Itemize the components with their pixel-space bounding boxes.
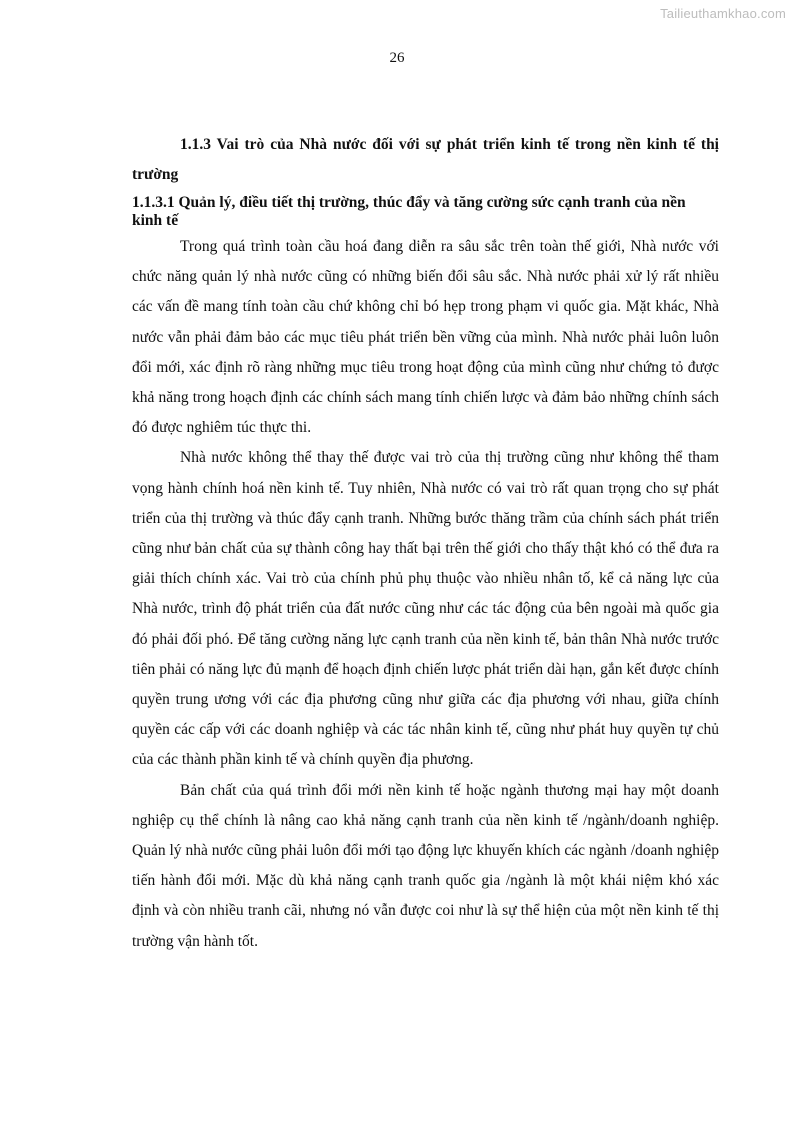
paragraph-2: Nhà nước không thể thay thế được vai trò của thị trường cũng như không thể tham vọng hành chính hoá nền kinh tế. Tuy nhiên, Nhà nước có vai trò rất quan trọng cho sự phát triển của thị trường và thúc đẩy cạnh tranh. Những bước thăng trầm của chính sách phát triển cũng như bản chất của sự thành công hay thất bại trên thế giới cho thấy thật khó có thể đưa ra giải thích chính xác. Vai trò của chính phủ phụ thuộc vào nhiều nhân tố, kể cả năng lực của Nhà nước, trình độ phát triển của đất nước cũng như các tác động của bên ngoài mà quốc gia đó phải đối phó. Để tăng cường năng lực cạnh tranh của nền kinh tế, bản thân Nhà nước trước tiên phải có năng lực đủ mạnh để hoạch định chiến lược phát triển dài hạn, gắn kết được chính quyền trung ương với các địa phương cũng như giữa các địa phương với nhau, giữa chính quyền các cấp với các doanh nghiệp và các tác nhân kinh tế, cũng như phát huy quyền tự chủ của các thành phần kinh tế và chính quyền địa phương. [132,449,719,769]
page-number: 26 [389,50,405,66]
document-body [132,130,719,957]
paragraph-3: Bản chất của quá trình đổi mới nền kinh tế hoặc ngành thương mại hay một doanh nghiệp cụ thể chính là nâng cao khả năng cạnh tranh của nền kinh tế /ngành/doanh nghiệp. Quản lý nhà nước cũng phải luôn đổi mới tạo động lực khuyến khích các ngành /doanh nghiệp tiến hành đổi mới. Mặc dù khả năng cạnh tranh quốc gia /ngành là một khái niệm khó xác định và còn nhiều tranh cãi, nhưng nó vẫn được coi như là sự thể hiện của một nền kinh tế thị trường vận hành tốt. [132,781,719,950]
paragraph-1: Trong quá trình toàn cầu hoá đang diễn ra sâu sắc trên toàn thế giới, Nhà nước với chức năng quản lý nhà nước cũng có những biến đổi sâu sắc. Nhà nước phải xử lý rất nhiều các vấn đề mang tính toàn cầu chứ không chỉ bó hẹp trong phạm vi quốc gia. Mặt khác, Nhà nước vẫn phải đảm bảo các mục tiêu phát triển bền vững của mình. Nhà nước phải luôn luôn đổi mới, xác định rõ ràng những mục tiêu trong hoạt động của mình cũng như chứng tỏ được khả năng trong hoạch định các chính sách mang tính chiến lược và đảm bảo những chính sách đó được nghiêm túc thực thi. [132,238,719,437]
subsection-heading: 1.1.3.1 Quản lý, điều tiết thị trường, thúc đẩy và tăng cường sức cạnh tranh của nền kinh tế [132,194,686,229]
watermark-text: Tailieuthamkhao.com [660,6,786,21]
section-heading: 1.1.3 Vai trò của Nhà nước đối với sự phát triển kinh tế trong nền kinh tế thị trường [132,136,719,183]
